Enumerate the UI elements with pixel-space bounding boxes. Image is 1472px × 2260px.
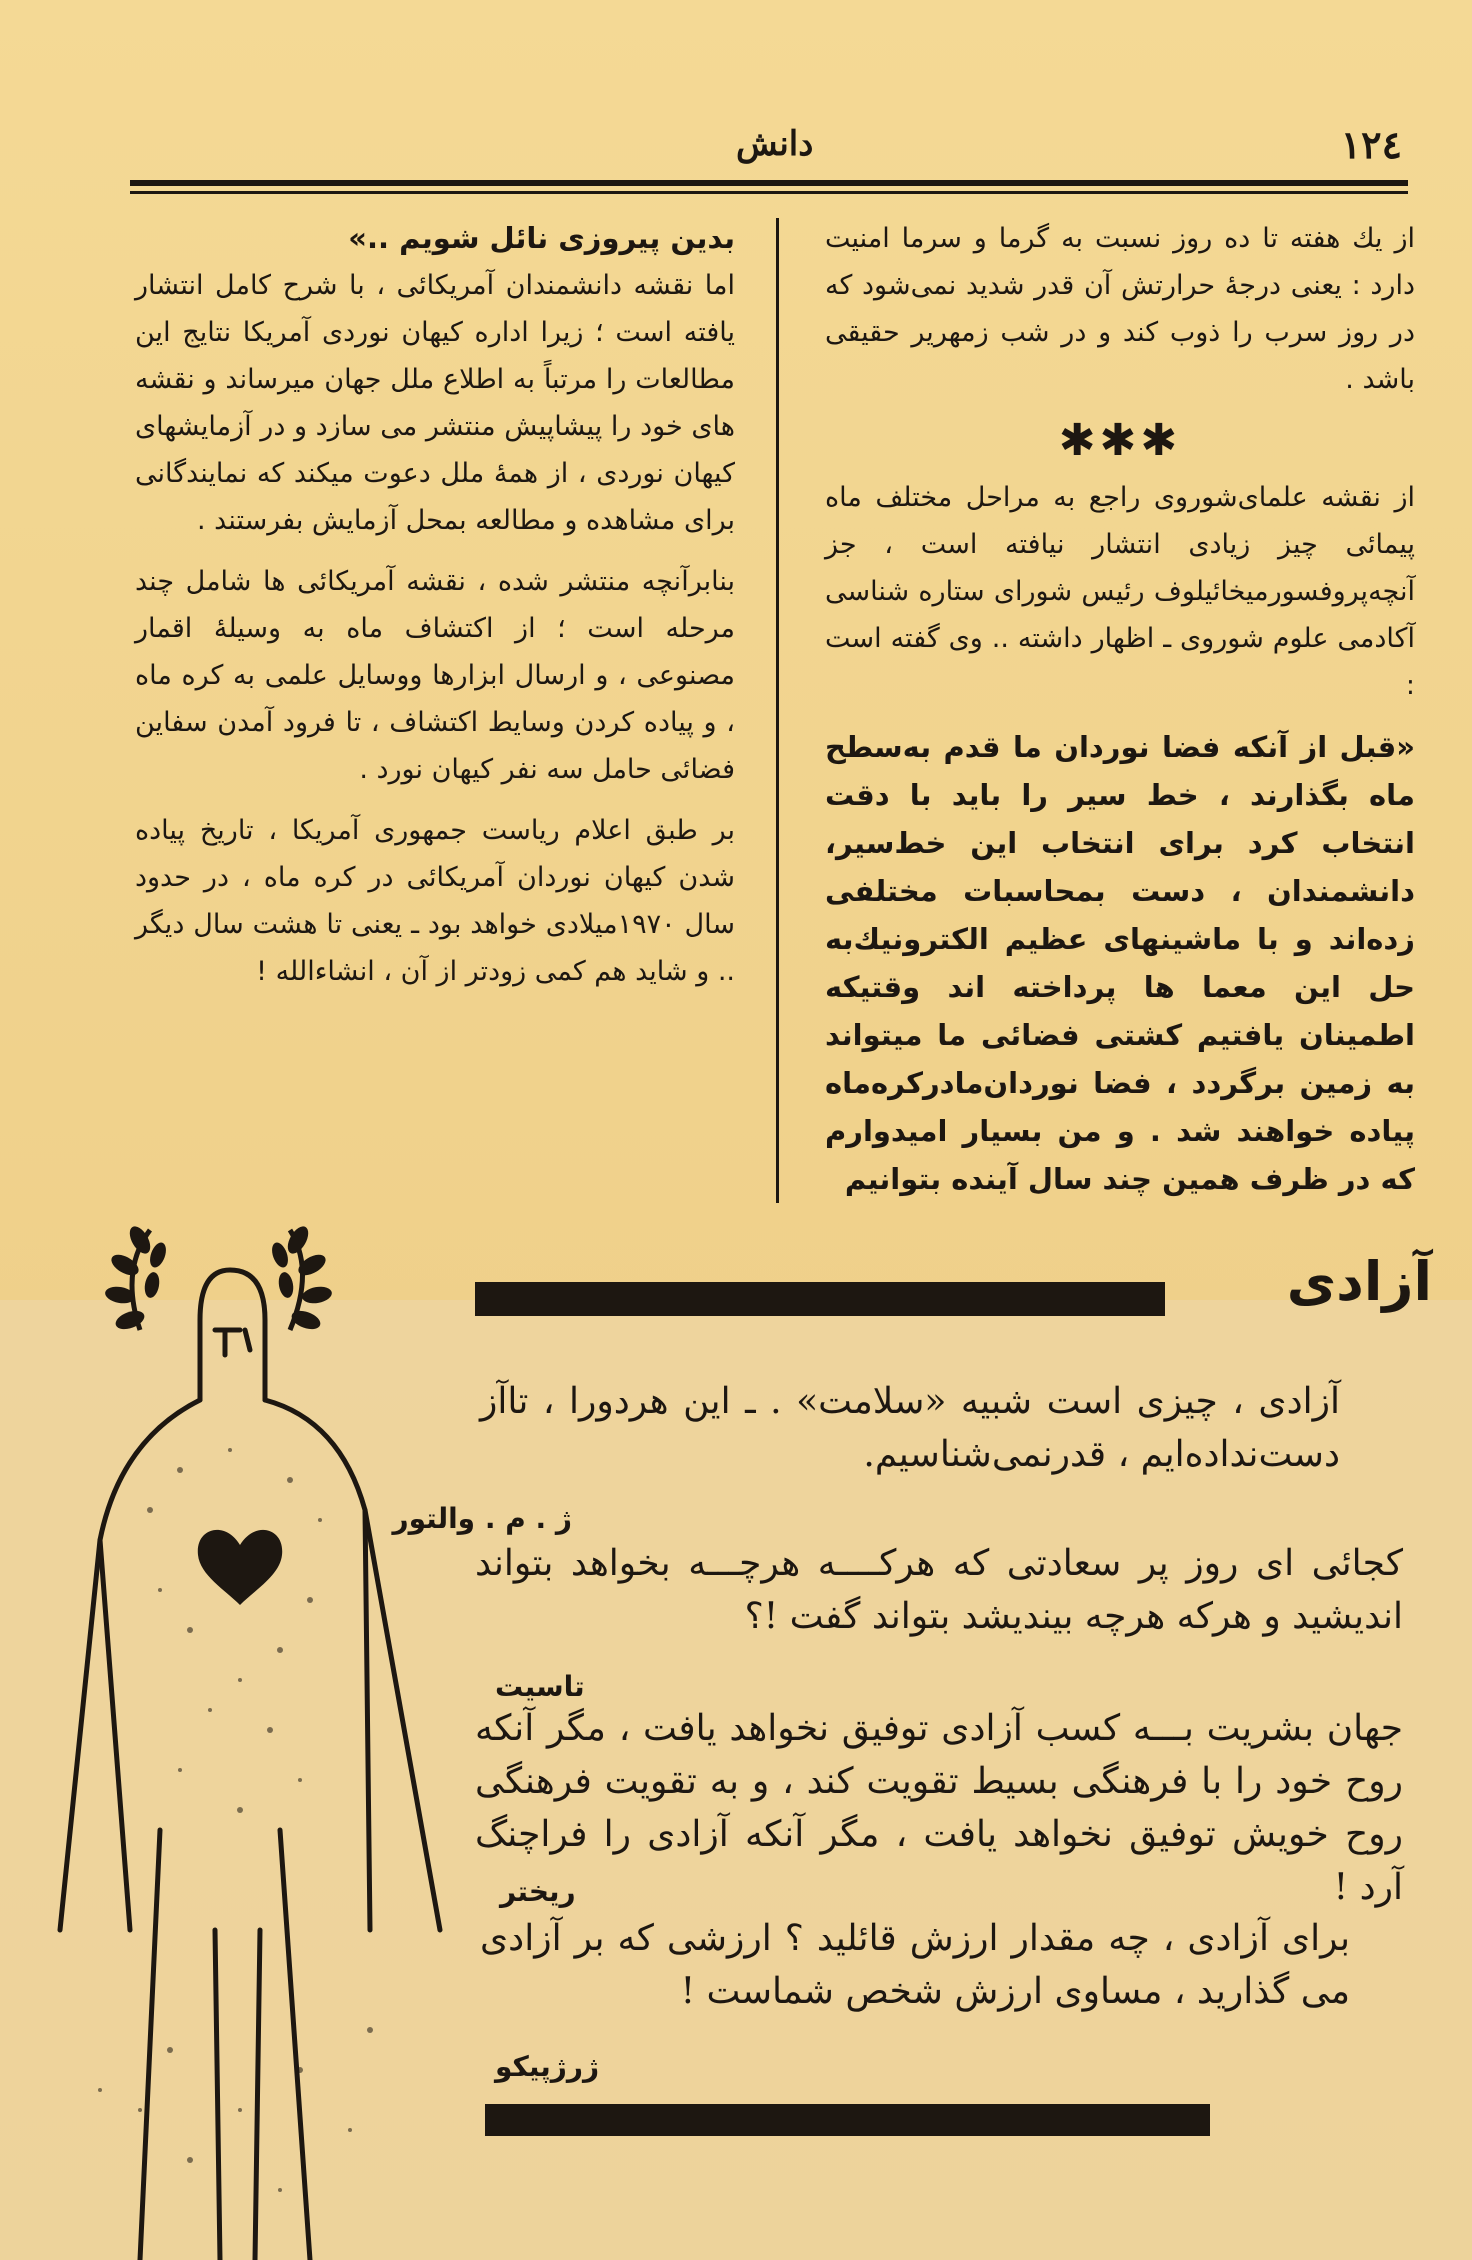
stars-separator: ✱✱✱ [1058, 415, 1182, 466]
column-divider [776, 218, 779, 1203]
left-paragraph-1: اما نقشه دانشمندان آمریکائی ، با شرح کامل انتشار یافته است ؛ زیرا اداره کیهان نوردی آمریکا نتایج این مطالعات را مرتباً به اطلاع ملل جهان میرساند و نقشه های خود را پیشاپیش منتشر می سازد و در آزمایشهای کیهان نوردی ، از همهٔ ملل دعوت میکند که نمایندگانی برای مشاهده و مطالعه بمحل آزمایش بفرستند . [135, 270, 735, 536]
quote-tacitus-text: کجائی ای روز پر سعادتی که هرکــــه هرچـــه بخواهد بتواند اندیشید و هرکه هرچه بیندیشد بتواند گفت !؟ [475, 1543, 1403, 1637]
page-number: ۱۲٤ [1340, 122, 1402, 167]
header-rule-top [130, 180, 1408, 186]
freedom-figure-illustration [40, 1210, 500, 2260]
laurel-right-icon [269, 1223, 333, 1333]
header-rule-bottom [130, 191, 1408, 194]
left-quote-end: بدین پیروزی نائل شویم ..» [348, 221, 735, 255]
right-column [825, 215, 1415, 1217]
left-paragraph-3: بر طبق اعلام ریاست جمهوری آمریکا ، تاریخ پیاده شدن کیهان نوردان آمریکائی در کره ماه ، در حدود سال ۱۹۷۰میلادی خواهد بود ـ یعنی تا هشت سال دیگر .. و شاید هم کمی زودتر از آن ، انشاءالله ! [135, 815, 735, 987]
author-tacitus: تاسیت [495, 1670, 585, 1703]
right-paragraph-2: از نقشه علمای‌شوروی راجع به مراحل مختلف ماه پیمائی چیز زیادی انتشار نیافته است ، جز آنچه‌پروفسورمیخائیلوف رئیس شورای ستاره شناسی آکادمی علوم شوروی ـ اظهار داشته .. وی گفته است : [825, 482, 1415, 701]
section-bar-top [475, 1282, 1165, 1316]
quote-picot-text: برای آزادی ، چه مقدار ارزش قائلید ؟ ارزشی که بر آزادی می گذارید ، مساوی ارزش شخص شماست ! [480, 1918, 1350, 2012]
mikhailov-quote: «قبل از آنکه فضا نوردان ما قدم به‌سطح ماه بگذارند ، خط سیر را باید با دقت انتخاب کرد برای انتخاب این خط‌سیر، دانشمندان ، دست بمحاسبات مختلفی زده‌اند و با ماشینهای عظیم الکترونیك‌به حل این معما ها پرداخته اند وقتیکه اطمینان یافتیم کشتی فضائی ما میتواند به زمین برگردد ، فضا نوردان‌مادرکره‌ماه پیاده خواهند شد . و من بسیار امیدوارم که در ظرف همین چند سال آینده بتوانیم [825, 730, 1415, 1196]
section-title: آزادی [1286, 1250, 1432, 1313]
heart-icon [198, 1530, 282, 1605]
left-column [135, 215, 735, 1009]
left-paragraph-2: بنابرآنچه منتشر شده ، نقشه آمریکائی ها شامل چند مرحله است ؛ از اکتشاف ماه به وسیلهٔ اقمار مصنوعی ، و ارسال ابزارها ووسایل علمی به کره ماه ، و پیاده کردن وسایط اکتشاف ، تا فرود آمدن سفاین فضائی حامل سه نفر کیهان نورد . [135, 566, 735, 785]
magazine-name: دانش [736, 124, 814, 164]
author-richter: ریختر [500, 1875, 576, 1908]
section-bar-bottom [485, 2104, 1210, 2136]
right-paragraph-1: از یك هفته تا ده روز نسبت به گرما و سرما امنیت دارد : یعنی درجهٔ حرارتش آن قدر شدید نمی‌شود که در روز سرب را ذوب کند و در شب زمهریر حقیقی باشد . [825, 223, 1415, 395]
laurel-left-icon [104, 1223, 169, 1333]
author-picot: ژرژپیکو [495, 2050, 600, 2083]
quote-richter [475, 1702, 1403, 1914]
quote-richter-text: جهان بشریت بـــه کسب آزادی توفیق نخواهد یافت ، مگر آنکه روح خود را با فرهنگی بسیط تقویت کند ، و به تقویت فرهنگی روح خویش توفیق نخواهد یافت ، مگر آنکه آزادی را فراچنگ آرد ! [475, 1708, 1404, 1908]
quote-walter-text: آزادی ، چیزی است شبیه «سلامت» . ـ این هردورا ، تاآز دست‌نداده‌ایم ، قدرنمی‌شناسیم. [480, 1381, 1340, 1475]
quote-walter [480, 1375, 1340, 1481]
quote-picot [480, 1912, 1350, 2018]
author-walter: ژ . م . والتور [392, 1502, 572, 1535]
quote-tacitus [475, 1537, 1403, 1643]
